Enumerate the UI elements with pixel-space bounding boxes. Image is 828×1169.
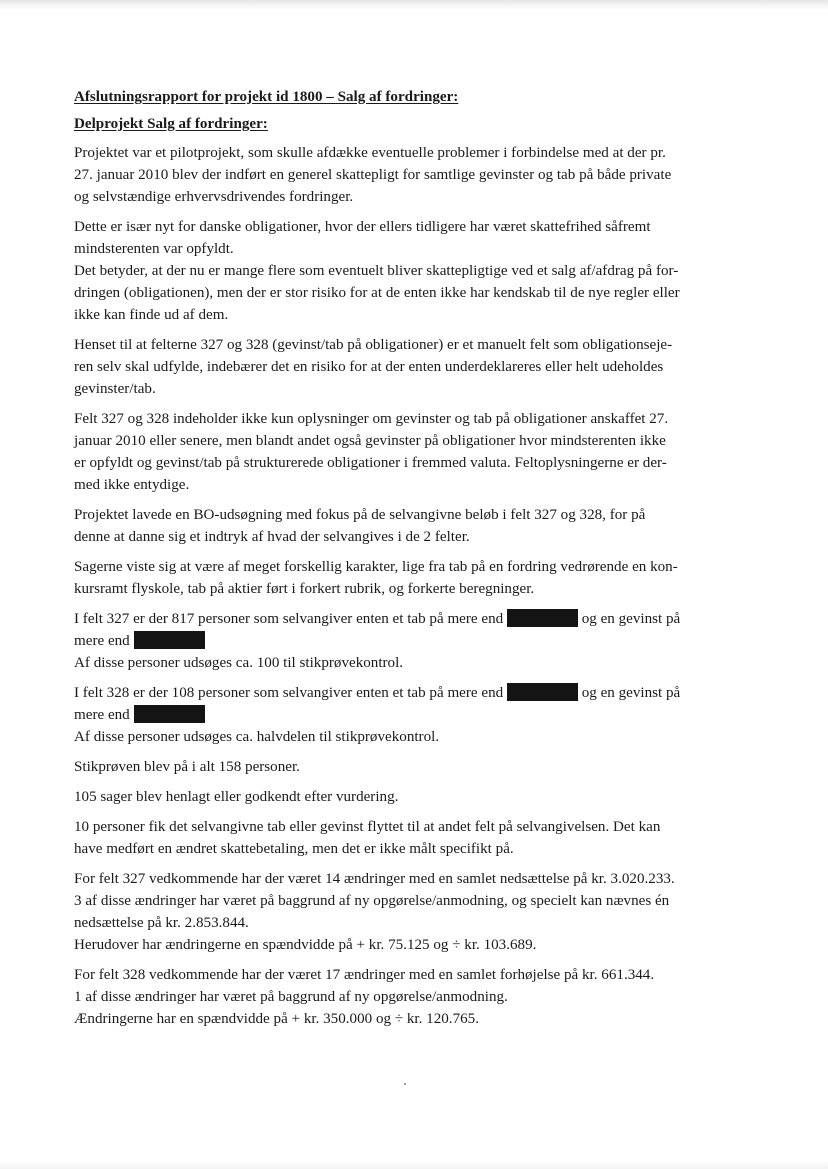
text-line: Af disse personer udsøges ca. 100 til stikprøvekontrol. — [74, 655, 404, 671]
text-line: 27. januar 2010 blev der indført en generel skattepligt for samtlige gevinster og tab på både private — [74, 167, 672, 183]
redaction-block — [134, 705, 205, 723]
paragraph-results-327 — [74, 868, 750, 956]
text-line: mindsterenten var opfyldt. — [74, 241, 234, 257]
paragraph-bo-search — [74, 504, 750, 548]
text-line — [74, 704, 750, 726]
text-line: Projektet var et pilotprojekt, som skulle afdække eventuelle problemer i forbindelse med at der pr. — [74, 145, 666, 161]
redaction-block — [507, 683, 578, 701]
scan-edge-bottom — [0, 1161, 828, 1169]
text-line: nedsættelse på kr. 2.853.844. — [74, 915, 249, 931]
text-line: januar 2010 eller senere, men blandt andet også gevinster på obligationer hvor mindsterenten ikke — [74, 433, 666, 449]
text-line: Ændringerne har en spændvidde på + kr. 350.000 og ÷ kr. 120.765. — [74, 1011, 479, 1027]
text-line: og selvstændige erhvervsdrivendes fordringer. — [74, 189, 354, 205]
text-line: 3 af disse ændringer har været på baggrund af ny opgørelse/anmodning, og specielt kan nævnes én — [74, 893, 670, 909]
text-line: have medført en ændret skattebetaling, men det er ikke målt specifikt på. — [74, 841, 514, 857]
text-line — [74, 630, 750, 652]
section-heading: Delprojekt Salg af fordringer: — [74, 116, 268, 132]
text-line: Sagerne viste sig at være af meget forskellig karakter, lige fra tab på en fordring vedrørende en kon- — [74, 559, 678, 575]
text-line — [74, 682, 750, 704]
paragraph-risk — [74, 334, 750, 400]
scan-speck — [404, 1083, 406, 1085]
text-line: For felt 327 vedkommende har der været 14 ændringer med en samlet nedsættelse på kr. 3.020.233. — [74, 871, 675, 887]
redaction-block — [507, 609, 578, 627]
text-line: 1 af disse ændringer har været på baggrund af ny opgørelse/anmodning. — [74, 989, 508, 1005]
text-line: Felt 327 og 328 indeholder ikke kun oplysninger om gevinster og tab på obligationer anskaffet 27. — [74, 411, 669, 427]
text-segment: og en gevinst på — [581, 685, 681, 701]
text-line: Henset til at felterne 327 og 328 (gevinst/tab på obligationer) er et manuelt felt som obligationseje- — [74, 337, 673, 353]
page-title: Afslutningsrapport for projekt id 1800 – Salg af fordringer: — [74, 89, 459, 105]
text-line: ikke kan finde ud af dem. — [74, 307, 229, 323]
paragraph-field-328 — [74, 682, 750, 748]
redaction-block — [134, 631, 205, 649]
paragraph-field-327 — [74, 608, 750, 674]
text-line: 10 personer fik det selvangivne tab eller gevinst flyttet til at andet felt på selvangivelsen. Det kan — [74, 819, 661, 835]
text-line: gevinster/tab. — [74, 381, 156, 397]
text-segment: mere end — [74, 633, 130, 649]
paragraph-sample: Stikprøven blev på i alt 158 personer. — [74, 759, 300, 775]
scan-edge-top — [0, 0, 828, 10]
paragraph-results-328 — [74, 964, 750, 1030]
text-line: ren selv skal udfylde, indebærer det en risiko for at der enten underdeklareres eller helt udeholdes — [74, 359, 664, 375]
text-line — [74, 608, 750, 630]
text-line: denne at danne sig et indtryk af hvad der selvangives i de 2 felter. — [74, 529, 470, 545]
text-line: kursramt flyskole, tab på aktier ført i forkert rubrik, og forkerte beregninger. — [74, 581, 535, 597]
text-line: er opfyldt og gevinst/tab på strukturerede obligationer i fremmed valuta. Feltoplysningerne er der- — [74, 455, 667, 471]
text-line: Dette er især nyt for danske obligationer, hvor der ellers tidligere har været skattefrihed såfremt — [74, 219, 651, 235]
text-line: dringen (obligationen), men der er stor risiko for at de enten ikke har kendskab til de nye regler eller — [74, 285, 680, 301]
paragraph-intro — [74, 142, 750, 208]
paragraph-cases — [74, 556, 750, 600]
document-page — [74, 86, 750, 1038]
paragraph-fields — [74, 408, 750, 496]
text-segment: I felt 327 er der 817 personer som selvangiver enten et tab på mere end — [74, 611, 504, 627]
text-line: med ikke entydige. — [74, 477, 190, 493]
text-line: For felt 328 vedkommende har der været 17 ændringer med en samlet forhøjelse på kr. 661.344. — [74, 967, 655, 983]
text-line: Projektet lavede en BO-udsøgning med fokus på de selvangivne beløb i felt 327 og 328, for på — [74, 507, 646, 523]
text-line: Af disse personer udsøges ca. halvdelen til stikprøvekontrol. — [74, 729, 440, 745]
text-line: Det betyder, at der nu er mange flere som eventuelt bliver skattepligtige ved et salg af/afdrag på for- — [74, 263, 679, 279]
paragraph-dismissed: 105 sager blev henlagt eller godkendt efter vurdering. — [74, 789, 399, 805]
paragraph-obligations — [74, 216, 750, 326]
text-line: Herudover har ændringerne en spændvidde på + kr. 75.125 og ÷ kr. 103.689. — [74, 937, 537, 953]
text-segment: I felt 328 er der 108 personer som selvangiver enten et tab på mere end — [74, 685, 504, 701]
text-segment: og en gevinst på — [581, 611, 681, 627]
text-segment: mere end — [74, 707, 130, 723]
paragraph-moved — [74, 816, 750, 860]
